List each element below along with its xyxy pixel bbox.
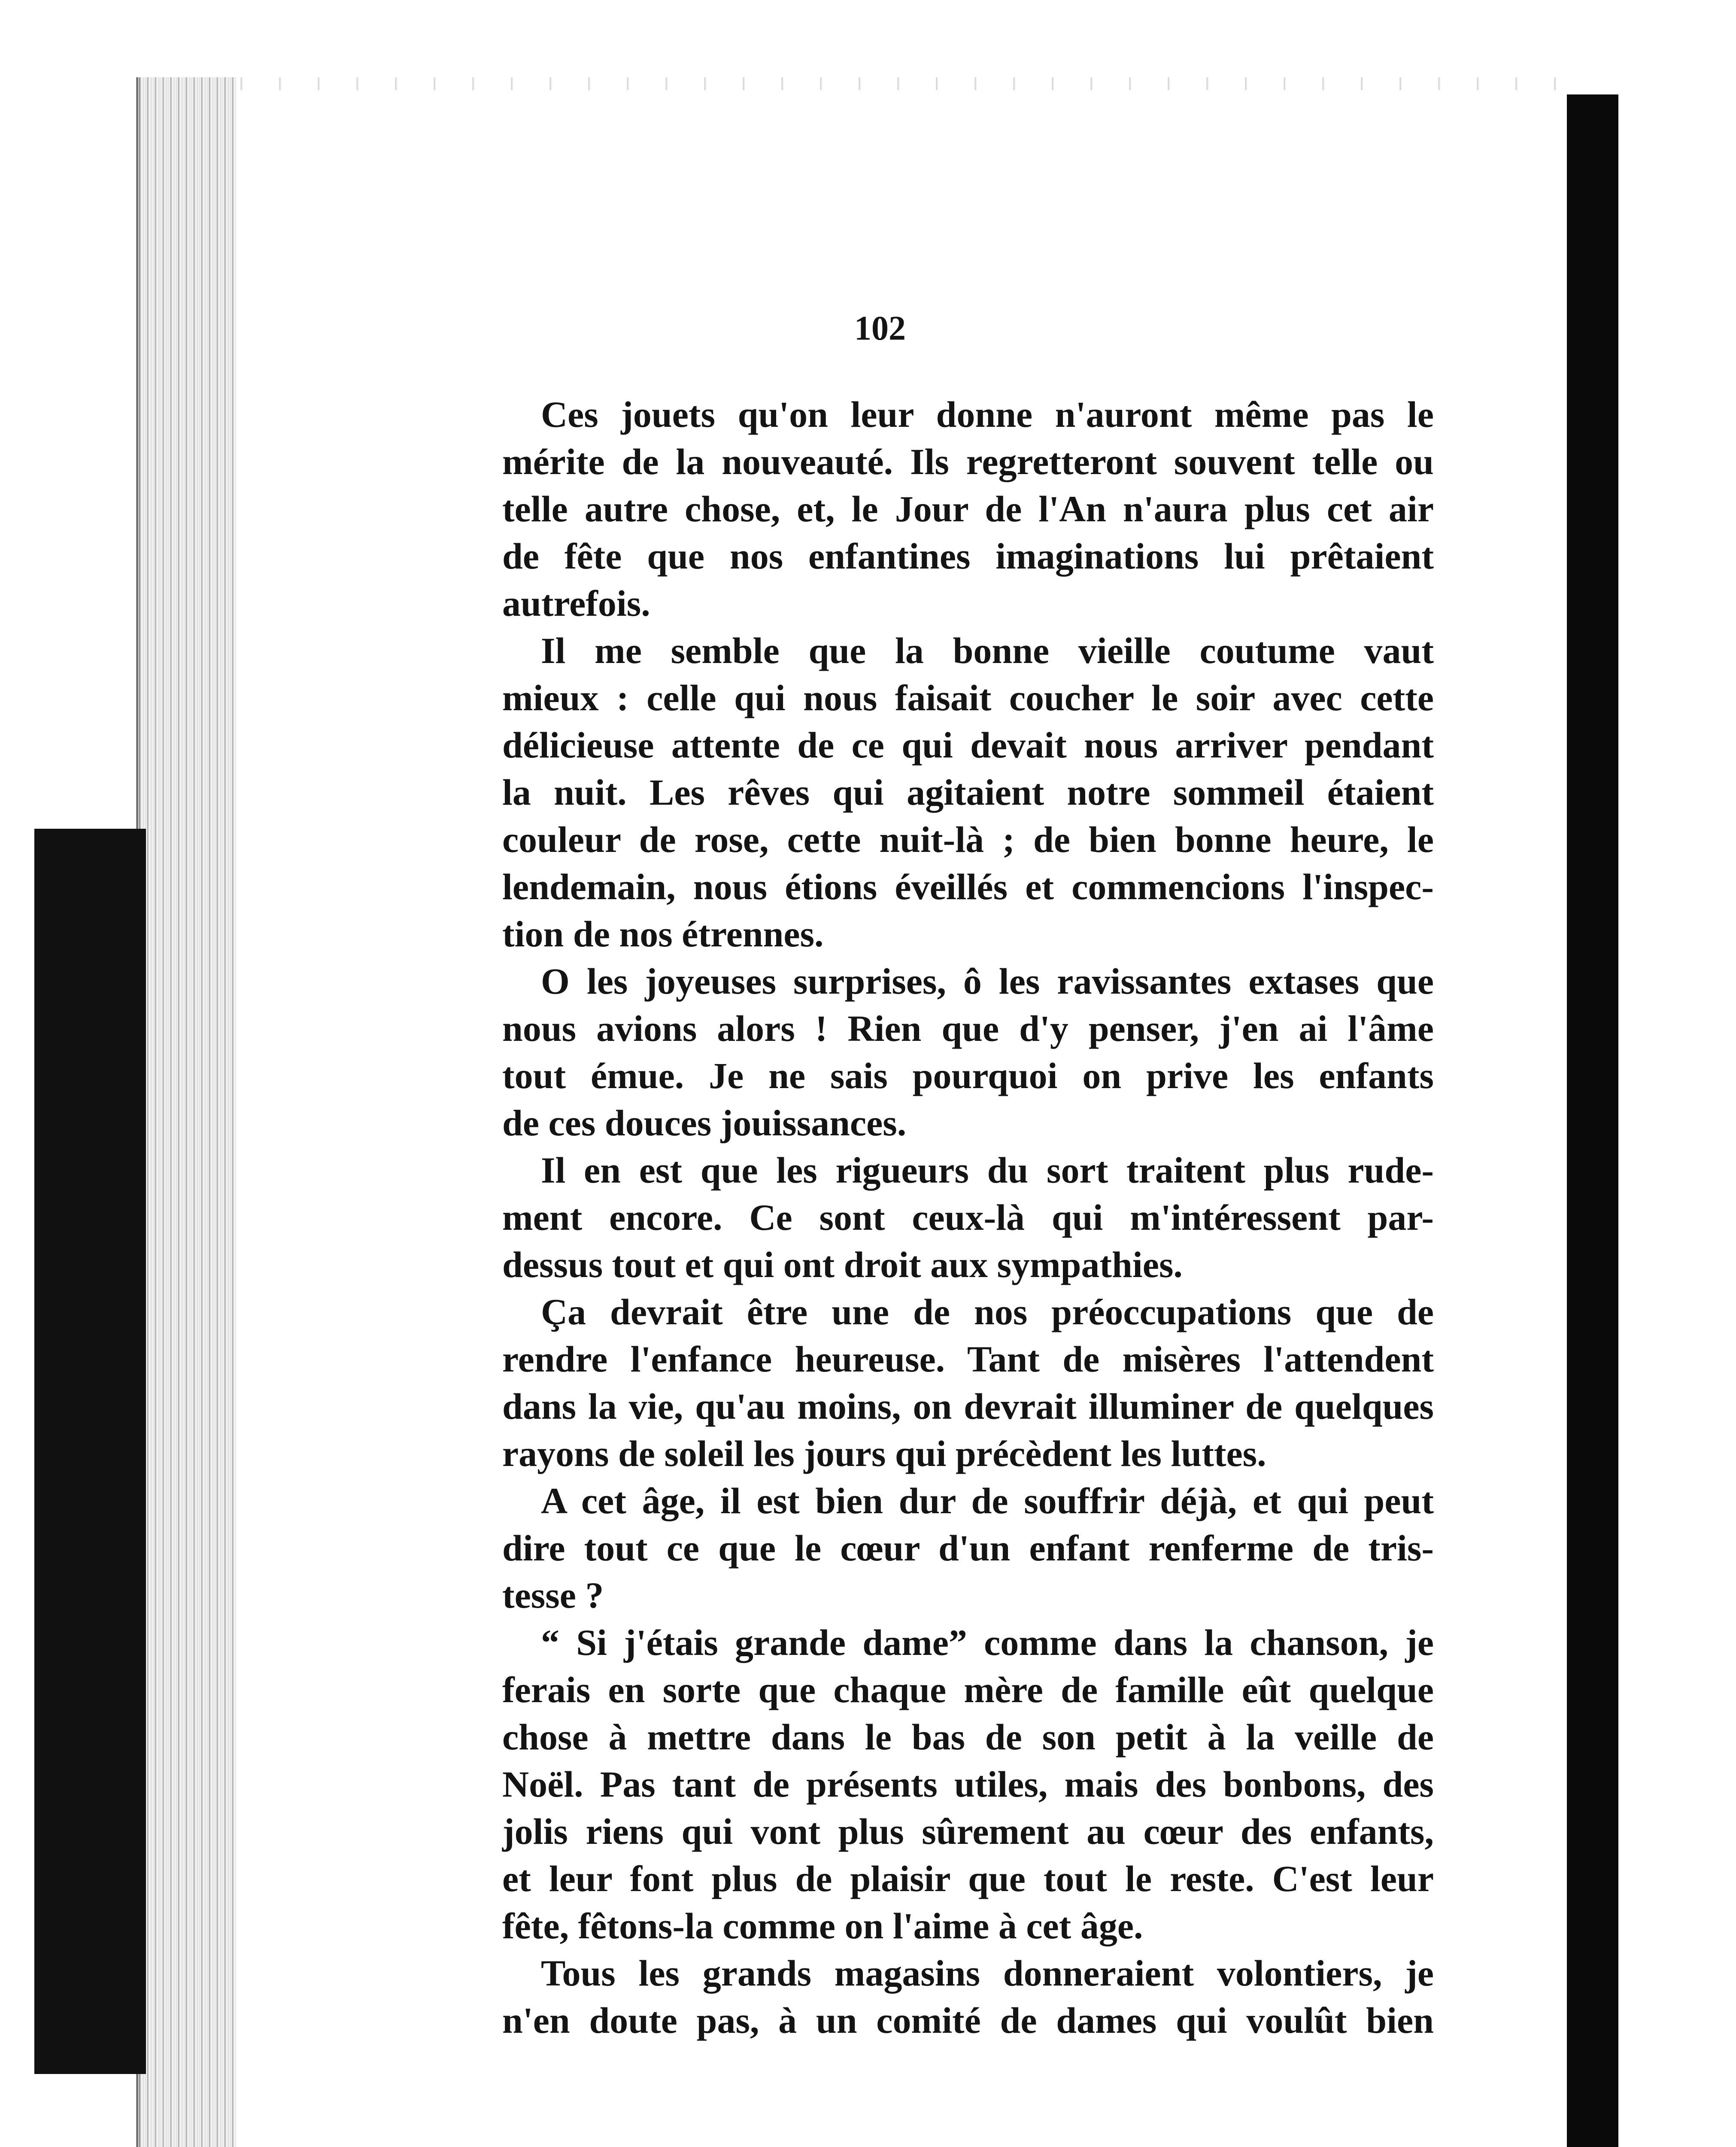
text-line: tout émue. Je ne sais pourquoi on prive les enfants xyxy=(502,1055,1434,1096)
text-line: A cet âge, il est bien dur de souffrir déjà, et qui peut xyxy=(541,1480,1434,1521)
paragraph-8 xyxy=(502,1949,1434,2044)
paragraph-1 xyxy=(502,391,1434,627)
paragraph-4 xyxy=(502,1146,1434,1288)
text-line: nous avions alors ! Rien que d'y penser, j'en ai l'âme xyxy=(502,1008,1434,1049)
text-line: Il en est que les rigueurs du sort traitent plus rude- xyxy=(541,1150,1434,1191)
text-line: Ces jouets qu'on leur donne n'auront même pas le xyxy=(541,394,1434,435)
scan-top-noise xyxy=(223,77,1563,90)
text-line: mieux : celle qui nous faisait coucher le soir avec cette xyxy=(502,677,1434,718)
text-line: telle autre chose, et, le Jour de l'An n'aura plus cet air xyxy=(502,488,1434,529)
text-line: O les joyeuses surprises, ô les ravissantes extases que xyxy=(541,961,1434,1002)
text-line: lendemain, nous étions éveillés et commencions l'inspec- xyxy=(502,866,1434,907)
text-line: de ces douces jouissances. xyxy=(502,1102,907,1143)
text-line: et leur font plus de plaisir que tout le reste. C'est leur xyxy=(502,1858,1434,1899)
text-line: Ça devrait être une de nos préoccupations que de xyxy=(541,1291,1434,1332)
body-text xyxy=(502,391,1434,2044)
text-line: jolis riens qui vont plus sûrement au cœur des enfants, xyxy=(502,1811,1434,1852)
paragraph-5 xyxy=(502,1288,1434,1477)
text-line: dessus tout et qui ont droit aux sympathies. xyxy=(502,1244,1183,1285)
text-line: délicieuse attente de ce qui devait nous arriver pendant xyxy=(502,724,1434,766)
scan-left-shadow xyxy=(34,829,146,2074)
text-line: Noël. Pas tant de présents utiles, mais des bonbons, des xyxy=(502,1764,1434,1805)
text-line: fête, fêtons-la comme on l'aime à cet âge. xyxy=(502,1905,1143,1946)
text-line: rendre l'enfance heureuse. Tant de misères l'attendent xyxy=(502,1338,1434,1380)
text-line: tion de nos étrennes. xyxy=(502,913,824,955)
paragraph-3 xyxy=(502,958,1434,1146)
text-line: n'en doute pas, à un comité de dames qui voulût bien xyxy=(502,2000,1434,2041)
paragraph-2 xyxy=(502,627,1434,958)
page-number: 102 xyxy=(854,310,906,347)
paragraph-6 xyxy=(502,1477,1434,1619)
paragraph-7 xyxy=(502,1619,1434,1949)
text-line: mérite de la nouveauté. Ils regretteront souvent telle ou xyxy=(502,441,1434,482)
text-line: la nuit. Les rêves qui agitaient notre sommeil étaient xyxy=(502,772,1434,813)
text-line: “ Si j'étais grande dame” comme dans la chanson, je xyxy=(541,1622,1434,1663)
text-line: couleur de rose, cette nuit-là ; de bien bonne heure, le xyxy=(502,819,1434,860)
text-line: ment encore. Ce sont ceux-là qui m'intéressent par- xyxy=(502,1197,1434,1238)
text-line: rayons de soleil les jours qui précèdent les luttes. xyxy=(502,1433,1266,1474)
text-line: ferais en sorte que chaque mère de famille eût quelque xyxy=(502,1669,1434,1710)
text-line: Il me semble que la bonne vieille coutume vaut xyxy=(541,630,1434,671)
text-line: dire tout ce que le cœur d'un enfant renferme de tris- xyxy=(502,1527,1434,1569)
text-line: tesse ? xyxy=(502,1575,604,1616)
text-line: autrefois. xyxy=(502,583,650,624)
text-line: de fête que nos enfantines imaginations lui prêtaient xyxy=(502,535,1434,577)
scan-binding-texture xyxy=(137,77,236,2147)
scan-right-shadow xyxy=(1567,94,1618,2147)
text-line: chose à mettre dans le bas de son petit à la veille de xyxy=(502,1716,1434,1758)
text-line: Tous les grands magasins donneraient volontiers, je xyxy=(541,1952,1434,1994)
text-line: dans la vie, qu'au moins, on devrait illuminer de quelques xyxy=(502,1386,1434,1427)
